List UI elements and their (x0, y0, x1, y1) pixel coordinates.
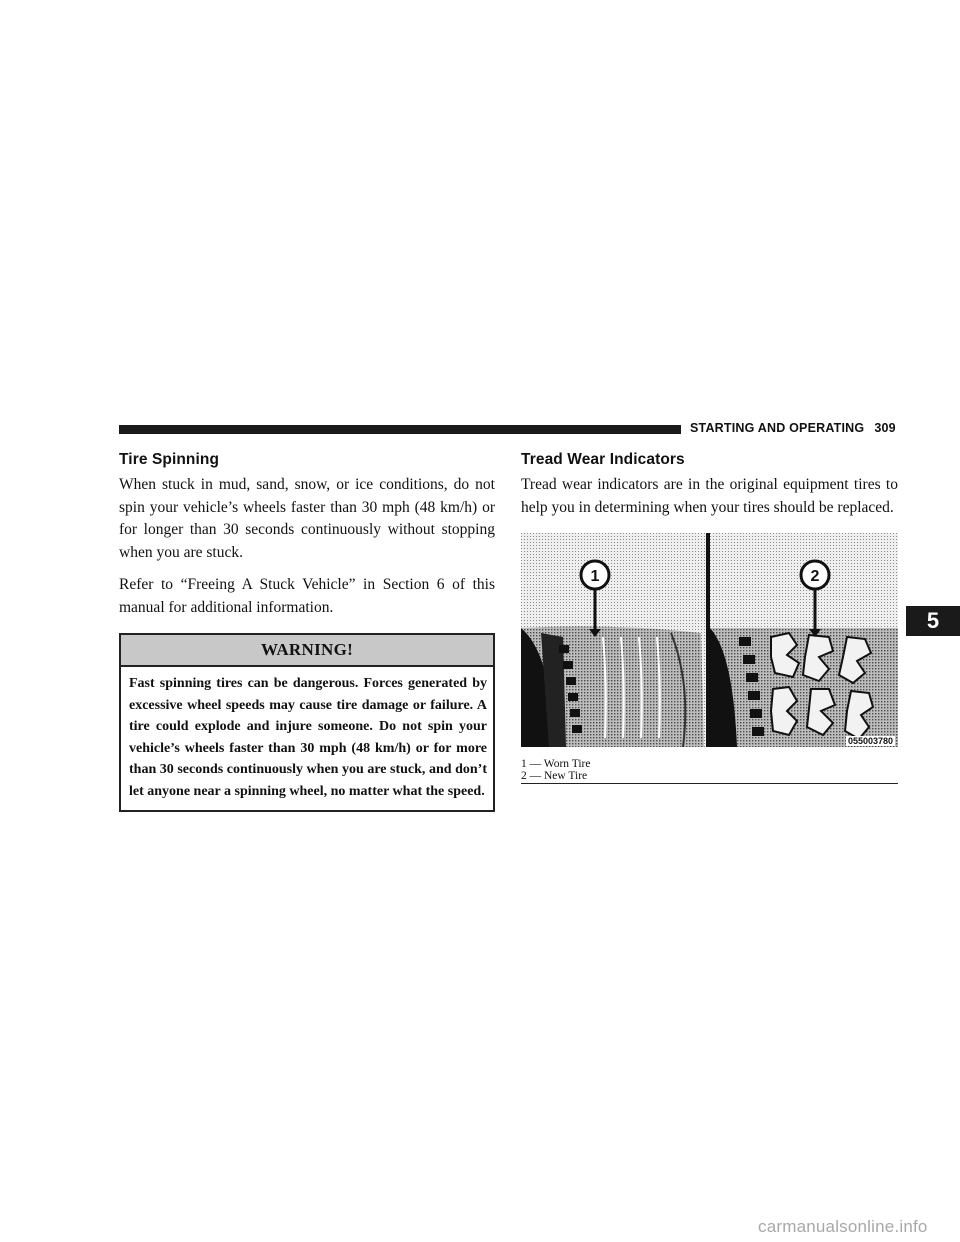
running-header (690, 421, 896, 435)
callout-1-label: 1 (590, 568, 600, 585)
refer-paragraph: Refer to “Freeing A Stuck Vehicle” in Section 6 of this manual for additional information. (119, 576, 495, 616)
header-rule (119, 425, 681, 434)
section-tab: 5 (906, 606, 960, 636)
callout-2-label: 2 (810, 568, 820, 585)
left-column (119, 451, 495, 812)
worn-tire-panel (521, 626, 704, 747)
watermark: carmanualsonline.info (758, 1217, 928, 1236)
right-column (521, 451, 898, 529)
figure-code: 055003780 (847, 736, 893, 746)
warning-title: WARNING! (121, 635, 493, 667)
figure-divider (706, 533, 710, 747)
tire-spinning-paragraph: When stuck in mud, sand, snow, or ice conditions, do not spin your vehicle’s wheels faster than 30 mph (48 km/h) or for longer than 30 seconds continuously without stopping when you are stuck. (119, 476, 495, 561)
legend-item: 1 — Worn Tire (521, 758, 591, 770)
tire-illustration (521, 533, 898, 747)
new-tire-panel (710, 628, 898, 747)
page-number: 309 (874, 421, 896, 435)
section-title: STARTING AND OPERATING (690, 421, 865, 435)
tire-spinning-heading: Tire Spinning (119, 451, 220, 468)
warning-body: Fast spinning tires can be dangerous. Forces generated by excessive wheel speeds may cause tire damage or failure. A tire could explode and injure someone. Do not spin your vehicle’s wheels faster than 30 mph (48 km/h) or for more than 30 seconds continuously when you are stuck, and don’t let anyone near a spinning wheel, no matter what the speed. (129, 676, 487, 799)
tread-wear-paragraph: Tread wear indicators are in the original equipment tires to help you in determining when your tires should be replaced. (521, 476, 898, 516)
tread-wear-heading: Tread Wear Indicators (521, 451, 685, 468)
figure-legend (521, 758, 898, 784)
tread-wear-figure (521, 533, 898, 747)
warning-box (119, 633, 495, 812)
legend-item: 2 — New Tire (521, 770, 588, 782)
